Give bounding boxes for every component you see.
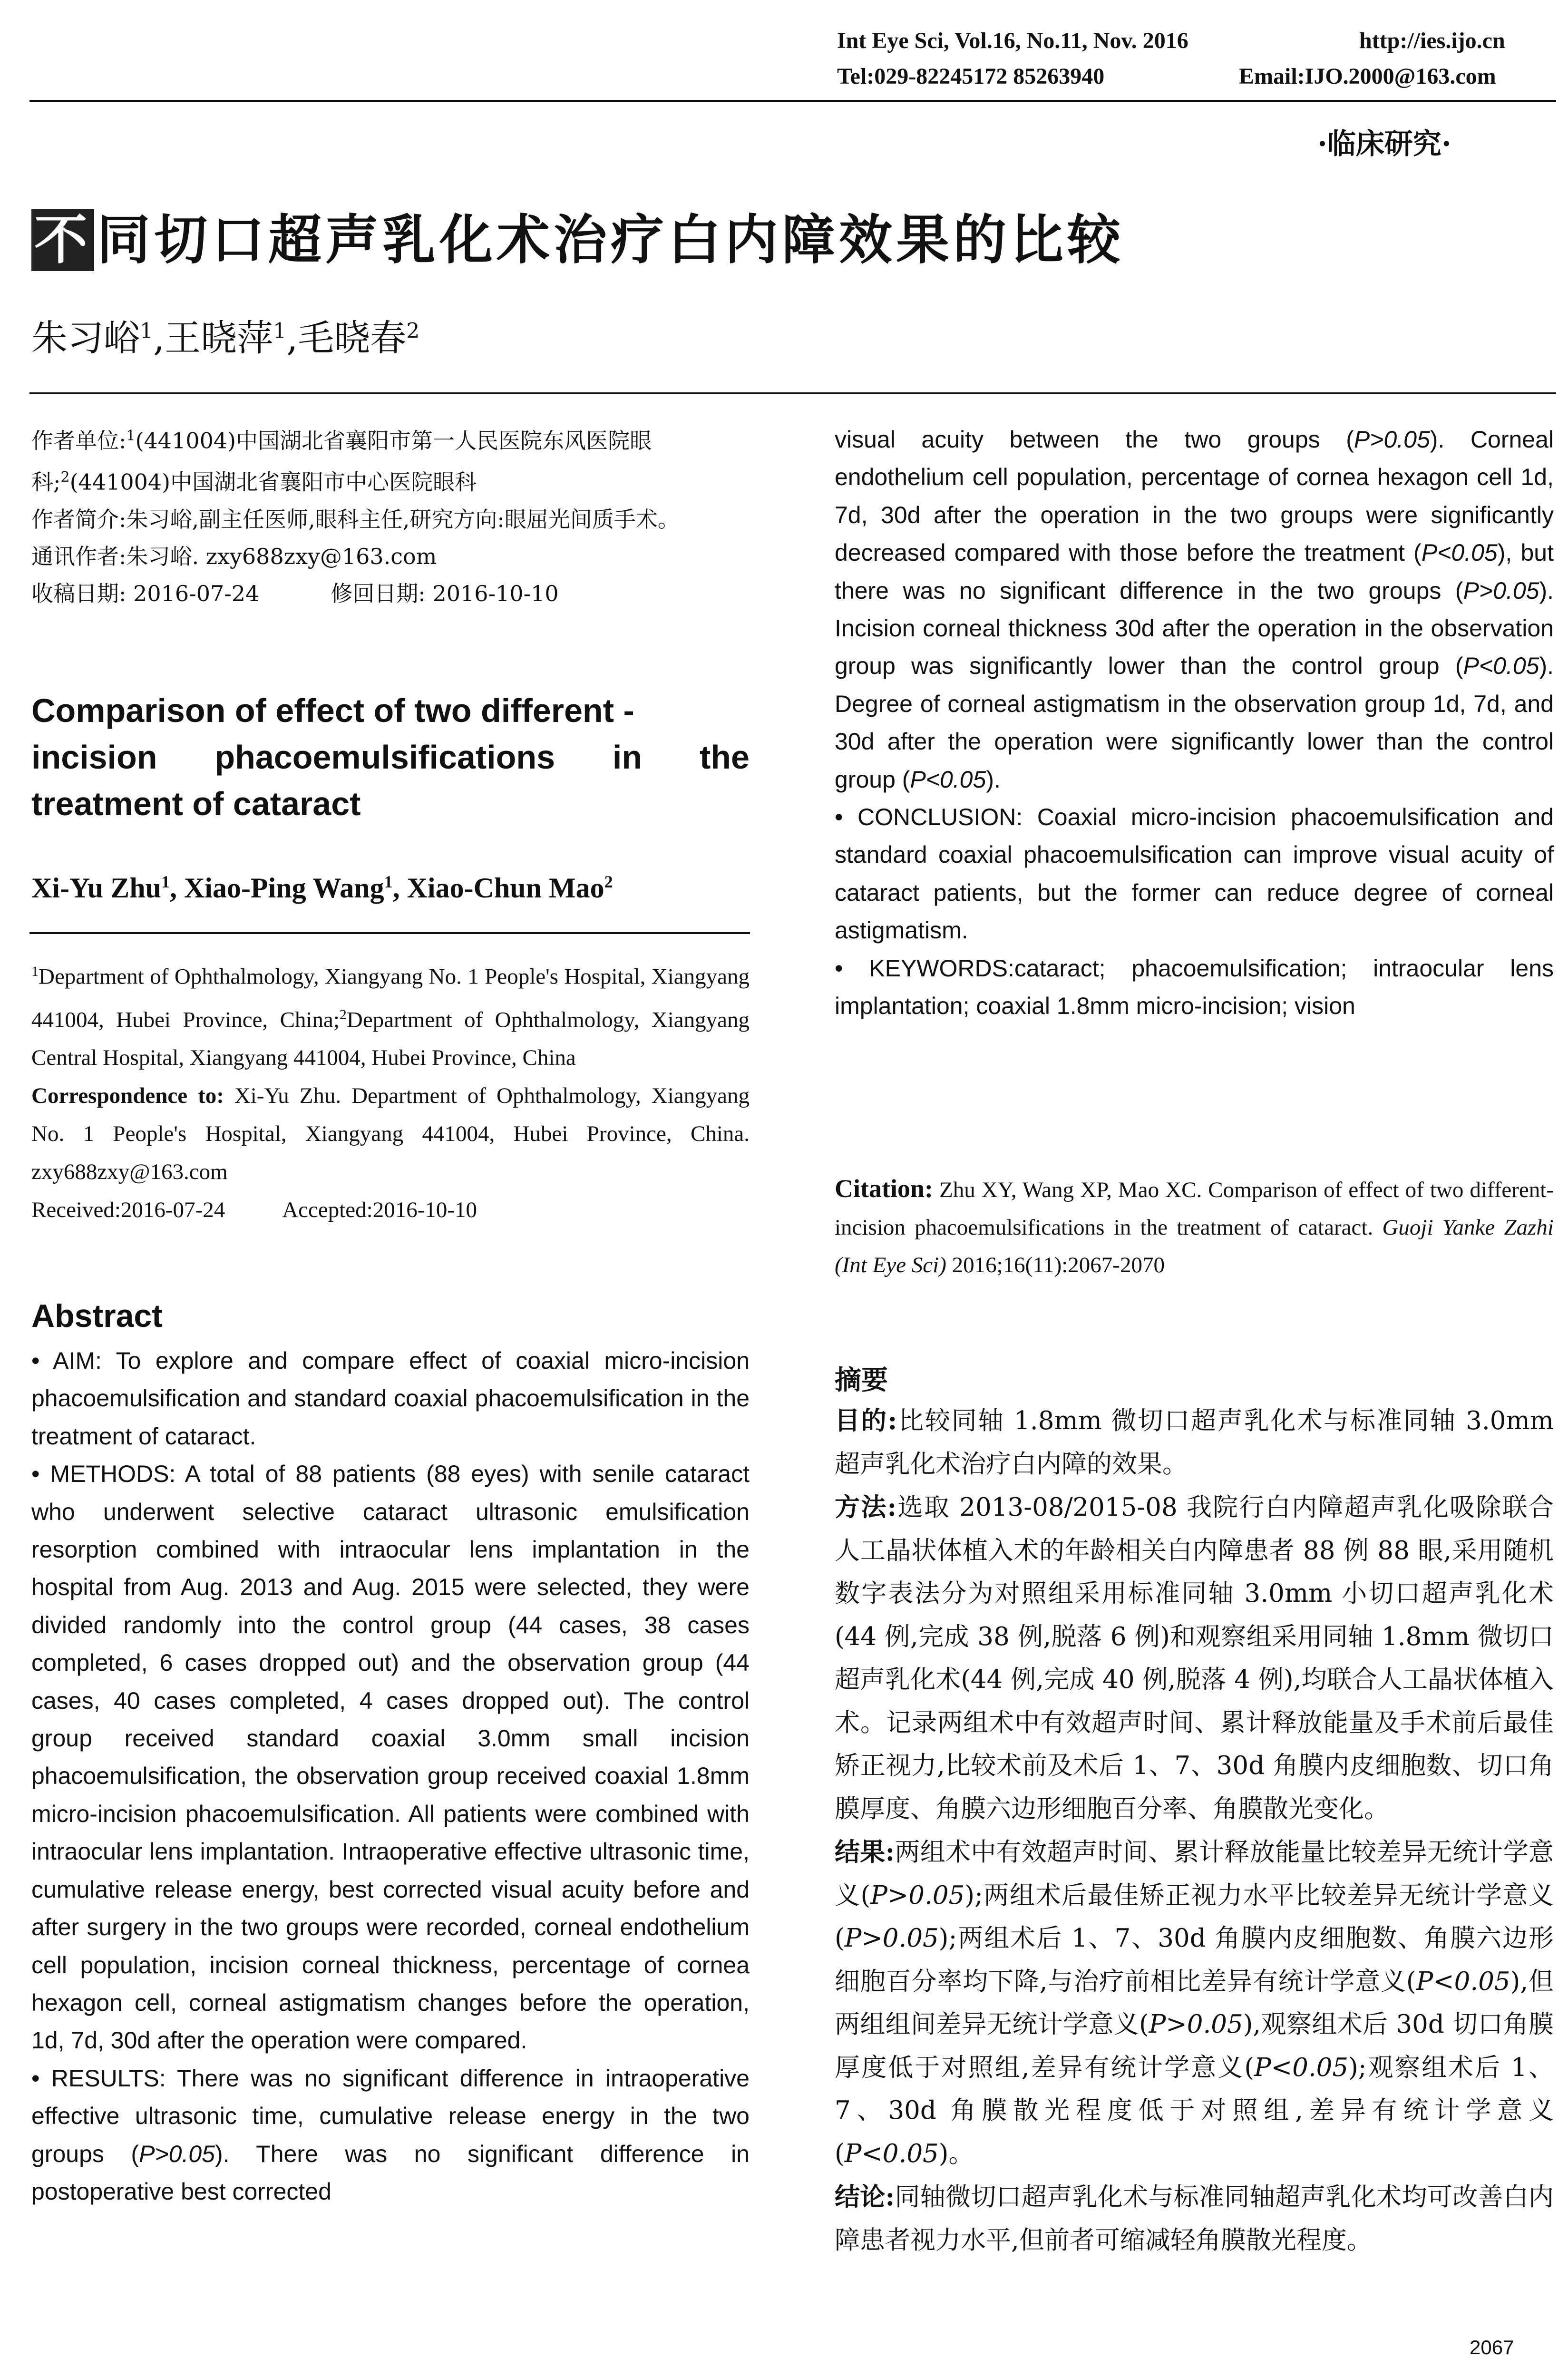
correspondence: Correspondence to: Xi-Yu Zhu. Department of Ophthalmology, Xiangyang No. 1 People's Hospital, Xiangyang 441004, Hubei Province, China. zxy688zxy@163.com (31, 1083, 750, 1185)
en-title-line-3: treatment of cataract (31, 785, 361, 822)
title-first-char: 不 (31, 209, 94, 271)
author-cn-3: 毛晓春 (298, 317, 407, 359)
header-rule (29, 100, 1556, 102)
title-text: 同切口超声乳化术治疗白内障效果的比较 (97, 209, 1124, 271)
author-cn-2: 王晓萍 (165, 317, 273, 359)
english-title (31, 687, 750, 827)
en-title-line-1: Comparison of effect of two different - (31, 692, 634, 729)
affiliation-text: $^1$Department of Ophthalmology, Xiangyang No. 1 People's Hospital, Xiangyang 441004, Hubei Province, China;$^2$Department of Ophthalmology, Xiangyang Central Hospital, Xiangyang 441004, Hubei Province, China (31, 964, 750, 1071)
cn-methods: 方法:选取 2013-08/2015-08 我院行白内障超声乳化吸除联合人工晶状体植入术的年龄相关白内障患者 88 例 88 眼,采用随机数字表法分为对照组采用标准同轴 3.0mm 小切口超声乳化术(44 例,完成 38 例,脱落 6 例)和观察组采用同轴 1.8mm 微切口超声乳化术(44 例,完成 40 例,脱落 4 例),均联合人工晶状体植入术。记录两组术中有效超声时间、累计释放能量及手术前后最佳矫正视力,比较术前及术后 1、7、30d 角膜内皮细胞数、切口角膜厚度、角膜六边形细胞百分率、角膜散光变化。 (835, 1492, 1554, 1823)
page-number: 2067 (1470, 2336, 1514, 2358)
abstract-left (31, 1342, 750, 2211)
authors-en: Xi-Yu Zhu$^1$, Xiao-Ping Wang$^1$, Xiao-Chun Mao$^2$ (31, 872, 613, 904)
journal-url[interactable]: http://ies.ijo.cn (1359, 28, 1505, 53)
abstract-keywords: • KEYWORDS:cataract; phacoemulsification; intraocular lens implantation; coaxial 1.8mm micro-incision; vision (835, 955, 1554, 1020)
cn-abstract (835, 1399, 1554, 2262)
en-title-line-2: incision phacoemulsifications in the (31, 739, 750, 776)
cn-abstract-heading: 摘要 (835, 1364, 888, 1396)
section-tag: ·临床研究· (1317, 127, 1451, 161)
author-unit: 作者单位:$^1$(441004)中国湖北省襄阳市第一人民医院东风医院眼科;$^2$(441004)中国湖北省襄阳市中心医院眼科 (31, 428, 652, 495)
author-cn-1: 朱习峪 (31, 317, 140, 359)
journal-info: Int Eye Sci, Vol.16, No.11, Nov. 2016 (837, 28, 1188, 53)
abstract-methods: • METHODS: A total of 88 patients (88 eyes) with senile cataract who underwent selective cataract ultrasonic emulsification resorption combined with intraocular lens implantation in the hospital from Aug. 2013 and Aug. 2015 were selected, they were divided randomly into the control group (44 cases, 38 cases completed, 6 cases dropped out) and the observation group (44 cases, 40 cases completed, 4 cases dropped out). The control group received standard coaxial 3.0mm small incision phacoemulsification, the observation group received coaxial 1.8mm micro-incision phacoemulsification. All patients were combined with intraocular lens implantation. Intraoperative effective ultrasonic time, cumulative release energy, best corrected visual acuity before and after surgery in the two groups were recorded, corneal endothelium cell population, incision corneal thickness, percentage of cornea hexagon cell, corneal astigmatism changes before the operation, 1d, 7d, 30d after the operation were compared. (31, 1461, 750, 2054)
corresponding-author-cn: 通讯作者:朱习峪. zxy688zxy@163.com (31, 543, 437, 569)
page-title (31, 197, 1124, 274)
abstract-right (835, 421, 1554, 1025)
cn-aim: 目的:比较同轴 1.8mm 微切口超声乳化术与标准同轴 3.0mm 超声乳化术治疗白内障的效果。 (835, 1406, 1554, 1479)
journal-tel: Tel:029-82245172 85263940 (837, 64, 1105, 89)
abstract-results-start: • RESULTS: There was no significant difference in intraoperative effective ultrasonic time, cumulative release energy in the two groups (P>0.05). There was no significant difference in postoperative best corrected (31, 2065, 750, 2205)
dates-cn: 收稿日期: 2016-07-24 修回日期: 2016-10-10 (31, 580, 559, 606)
abstract-heading: Abstract (31, 1298, 163, 1334)
authors-cn: 朱习峪$^1$,王晓萍$^1$,毛晓春$^2$ (31, 317, 420, 359)
author-info-cn (31, 418, 750, 612)
affiliation (31, 953, 750, 1229)
authors-rule (29, 932, 750, 934)
abstract-results-cont: visual acuity between the two groups (P>0.05). Corneal endothelium cell population, percentage of cornea hexagon cell 1d, 7d, 30d after the operation in the two groups were significantly decreased compared with those before the treatment (P<0.05), but there was no significant difference in the two groups (P>0.05). Incision corneal thickness 30d after the operation in the observation group was significantly lower than the control group (P<0.05). Degree of corneal astigmatism in the observation group 1d, 7d, and 30d after the operation were significantly lower than the control group (P<0.05). (835, 426, 1554, 793)
journal-email[interactable]: Email:IJO.2000@163.com (1239, 64, 1496, 89)
cn-conclusion: 结论:同轴微切口超声乳化术与标准同轴超声乳化术均可改善白内障患者视力水平,但前者可缩减轻角膜散光程度。 (835, 2182, 1554, 2255)
citation: Citation: Zhu XY, Wang XP, Mao XC. Comparison of effect of two different-incision phacoemulsifications in the treatment of cataract. Guoji Yanke Zazhi (Int Eye Sci) 2016;16(11):2067-2070 (835, 1174, 1554, 1277)
dates-en: Received:2016-07-24 Accepted:2016-10-10 (31, 1198, 477, 1223)
title-rule (29, 392, 1556, 394)
author-bio: 作者简介:朱习峪,副主任医师,眼科主任,研究方向:眼屈光间质手术。 (31, 506, 680, 532)
abstract-conclusion: • CONCLUSION: Coaxial micro-incision phacoemulsification and standard coaxial phacoemulsification can improve visual acuity of cataract patients, but the former can reduce degree of corneal astigmatism. (835, 804, 1554, 944)
abstract-aim: • AIM: To explore and compare effect of coaxial micro-incision phacoemulsification and standard coaxial phacoemulsification in the treatment of cataract. (31, 1347, 750, 1450)
cn-results: 结果:两组术中有效超声时间、累计释放能量比较差异无统计学意义(P>0.05);两组术后最佳矫正视力水平比较差异无统计学意义(P>0.05);两组术后 1、7、30d 角膜内皮细胞数、角膜六边形细胞百分率均下降,与治疗前相比差异有统计学意义(P<0.05),但两组组间差异无统计学意义(P>0.05),观察组术后 30d 切口角膜厚度低于对照组,差异有统计学意义(P<0.05);观察组术后 1、7、30d 角膜散光程度低于对照组,差异有统计学意义(P<0.05)。 (835, 1837, 1554, 2168)
